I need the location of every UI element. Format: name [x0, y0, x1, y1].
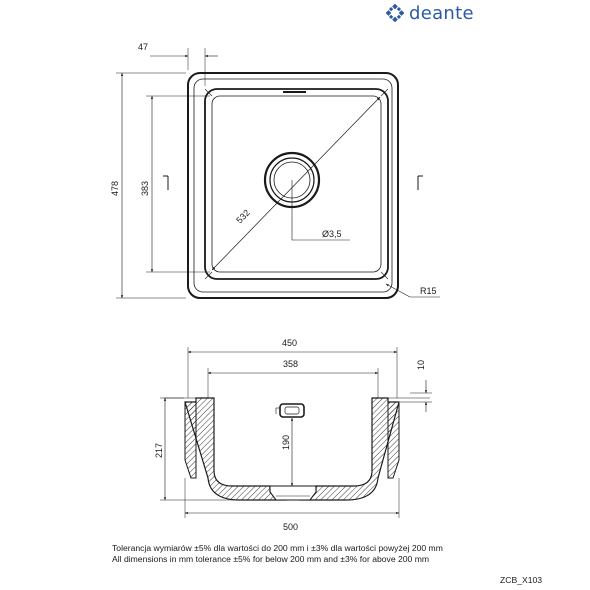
section-view [160, 347, 432, 518]
dim-label-inner-width: 358 [283, 359, 299, 369]
tolerance-note-pl: Tolerancja wymiarów ±5% dla wartości do 200 mm i ±3% dla wartości powyżej 200 mm [112, 543, 443, 553]
dim-label-top-width: 450 [282, 338, 298, 348]
section-wall-left [185, 398, 286, 500]
top-view [116, 48, 440, 298]
diagonal-dimension-line [212, 97, 380, 270]
dim-label-inner-height: 383 [140, 180, 150, 196]
dim-label-diagonal: 532 [234, 207, 252, 226]
dim-label-rim: 47 [138, 42, 149, 52]
section-drain [270, 486, 316, 500]
dim-label-outer-height: 478 [110, 180, 120, 196]
product-code: ZCB_X103 [500, 575, 543, 585]
sink-rim-inner-edge [194, 79, 392, 292]
dim-label-drain: Ø3,5 [322, 229, 342, 239]
section-marker-right [418, 176, 423, 190]
dim-label-rim-thickness: 10 [416, 359, 426, 370]
section-rim-right [388, 402, 399, 478]
dim-label-bottom-width: 500 [283, 522, 299, 532]
dim-label-depth-inner: 190 [281, 434, 291, 450]
section-overflow [280, 404, 304, 417]
section-rim-left [185, 402, 196, 478]
tolerance-note-en: All dimensions in mm tolerance ±5% for below 200 mm and ±3% for above 200 mm [112, 554, 430, 564]
section-wall-right [300, 398, 399, 500]
section-marker-left [163, 176, 168, 190]
sink-outer-rim [188, 73, 398, 298]
dim-label-depth-outer: 217 [154, 442, 164, 458]
dim-label-radius: R15 [420, 286, 437, 296]
brand-name: deante [409, 2, 474, 24]
